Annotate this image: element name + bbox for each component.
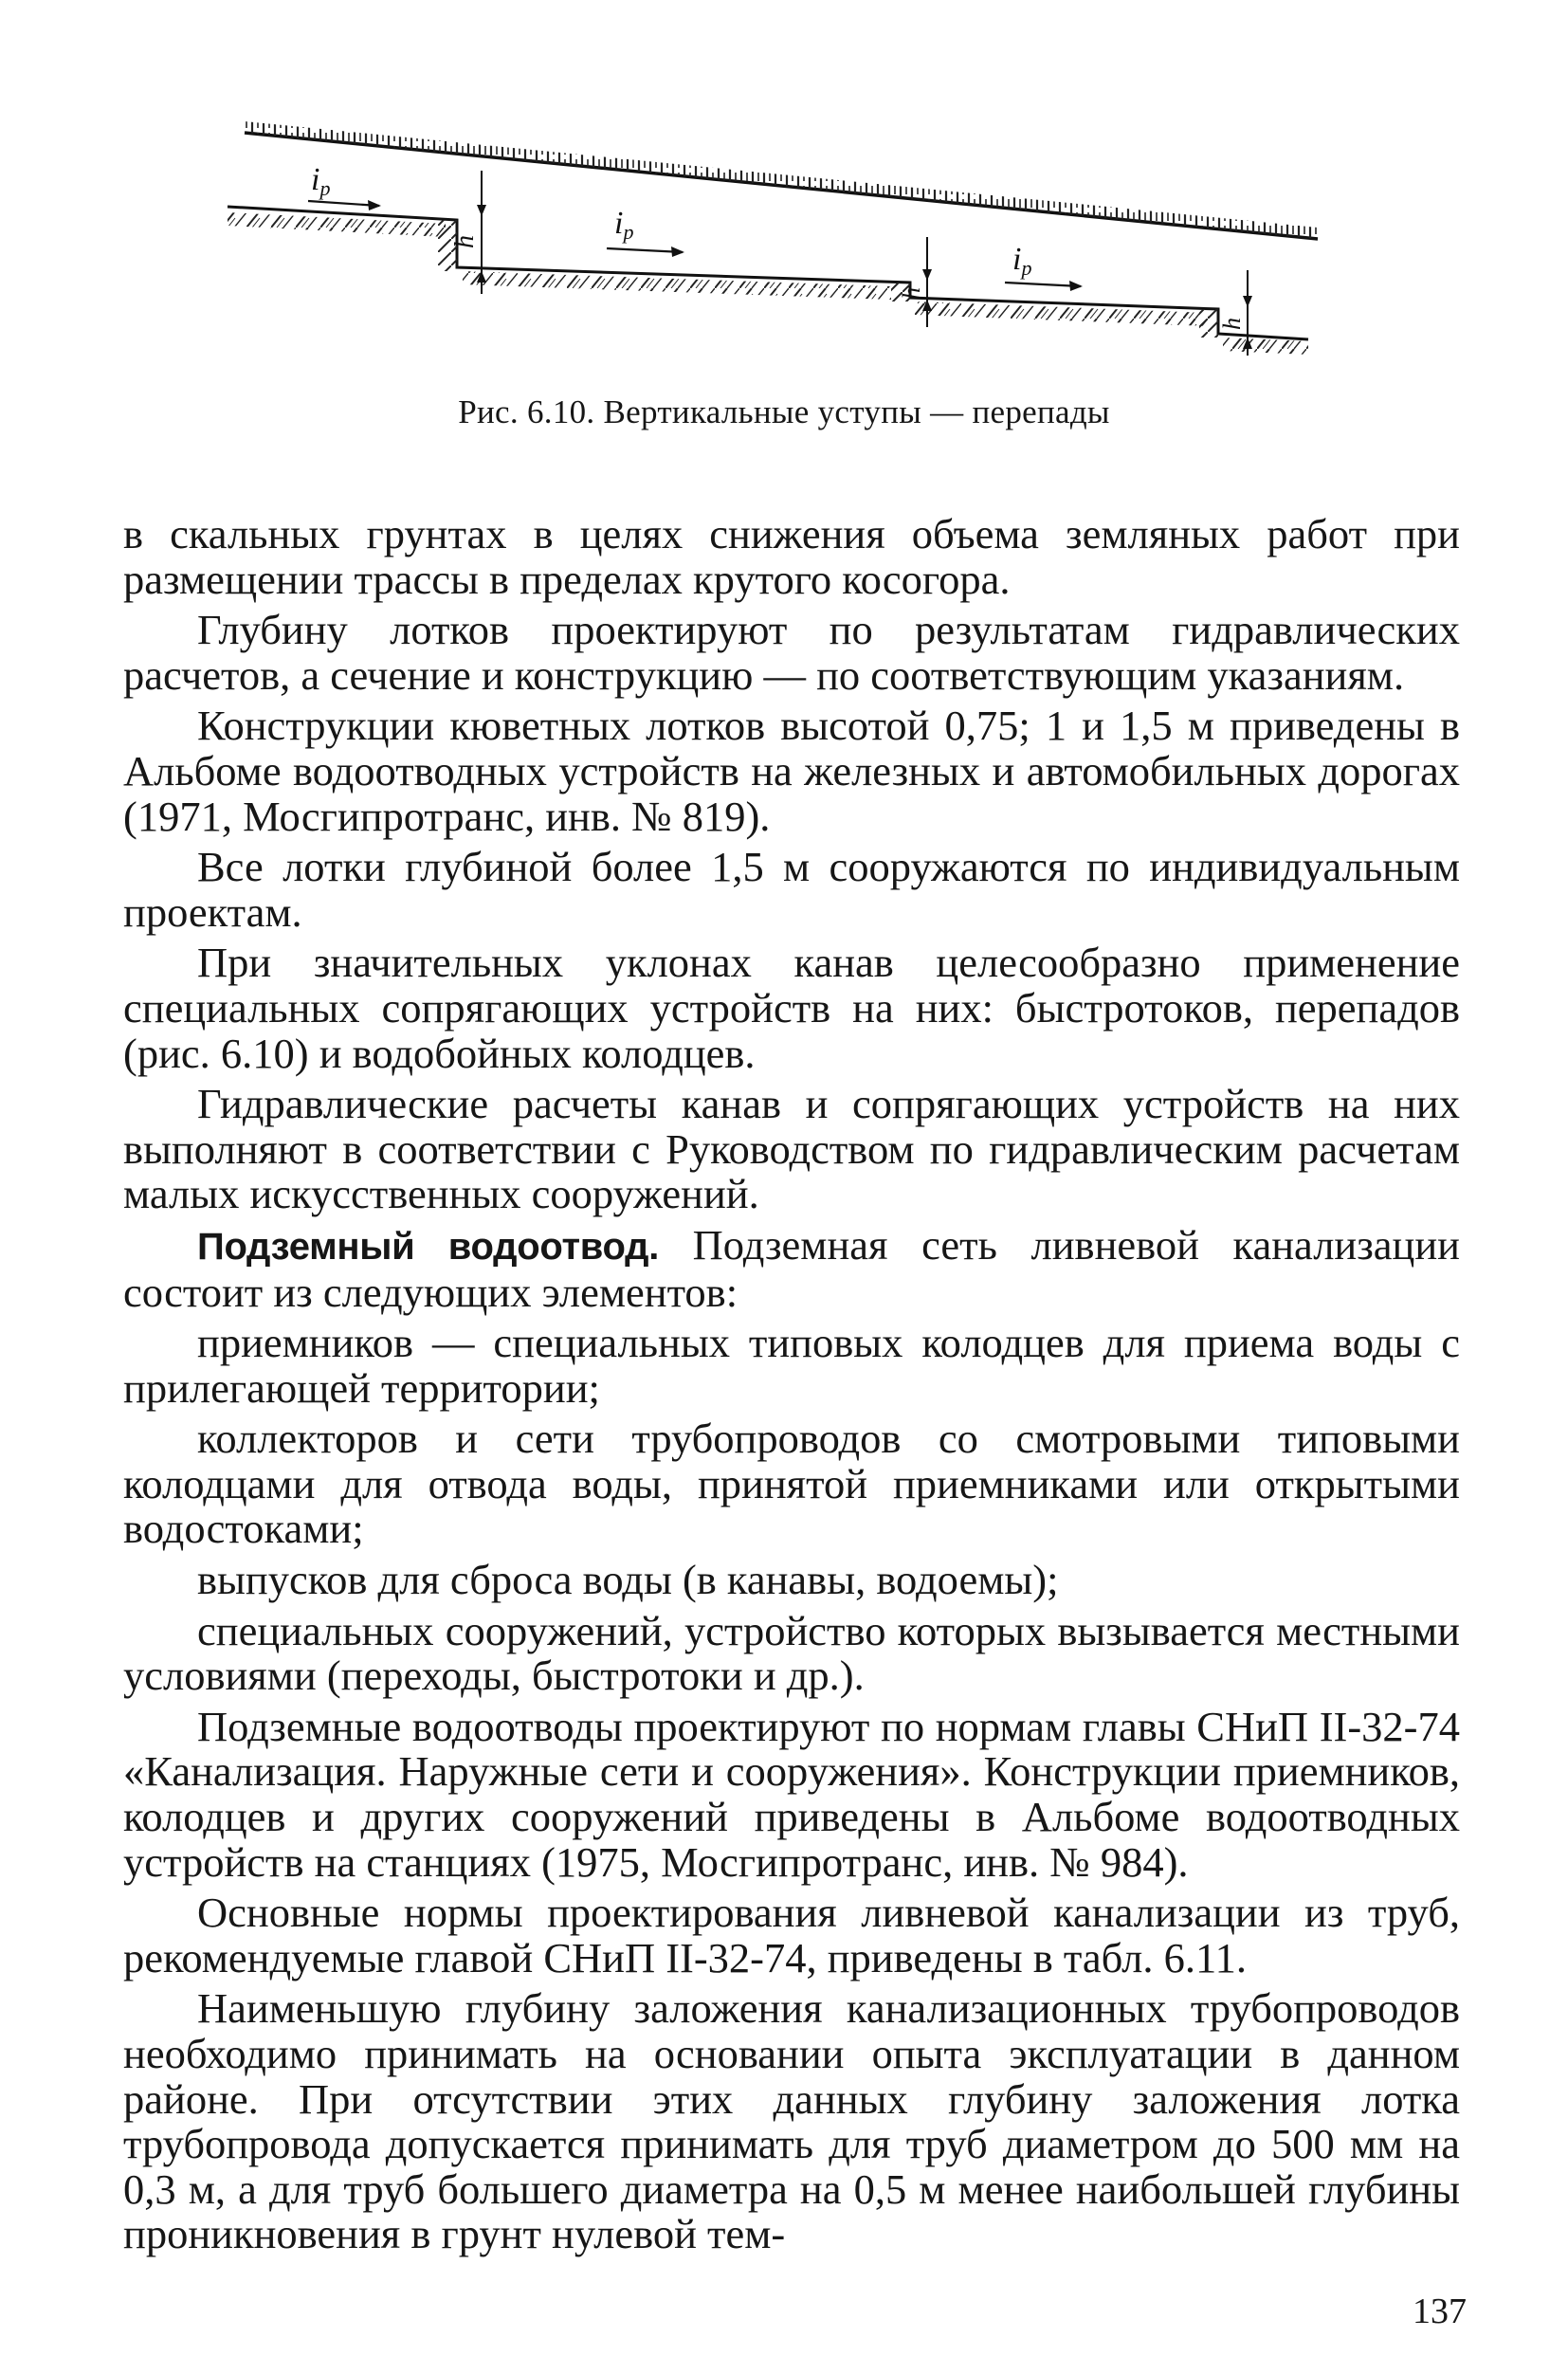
paragraph-text: Подземная сеть ливневой канализации состоит из следующих элементов: xyxy=(123,1220,1460,1316)
flow-arrow-3 xyxy=(1005,281,1083,291)
drop-height-label-1: h xyxy=(450,235,480,248)
paragraph: Глубину лотков проектируют по результатам гидравлических расчетов, а сечение и конструкцию — по соответствующим указаниям. xyxy=(123,606,1460,699)
bed-hatch-4 xyxy=(1223,338,1308,355)
paragraph: При значительных уклонах канав целесообразно применение специальных сопрягающих устройств на них: быстротоков, перепадов (рис. 6.10) и водобойных колодцев. xyxy=(123,939,1460,1077)
figure-caption: Рис. 6.10. Вертикальные уступы — перепады xyxy=(458,393,1110,430)
paragraph: Наименьшую глубину заложения канализационных трубопроводов необходимо принимать на основании опыта эксплуатации в данном районе. При отсутствии этих данных глубину заложения лотка трубопровода допускается принимать для труб диаметром до 500 мм на 0,3 м, а для труб большего диаметра на 0,5 м менее наибольшей глубины проникновения в грунт нулевой тем- xyxy=(123,1984,1460,2258)
drop-height-label-2: h xyxy=(898,287,925,300)
section-heading: Подземный водоотвод. xyxy=(197,1225,660,1268)
body-text xyxy=(123,512,1460,2263)
flow-arrow-2 xyxy=(607,247,684,257)
ground-surface-hatch xyxy=(245,121,1318,239)
paragraph: Гидравлические расчеты канав и сопрягающих устройств на них выполняют в соответствии с Руководством по гидравлическим расчетам малых искусственных сооружений. xyxy=(123,1080,1460,1218)
list-item: коллекторов и сети трубопроводов со смотровыми типовыми колодцами для отвода воды, принятой приемниками или открытыми водостоками; xyxy=(123,1415,1460,1553)
slope-label-1: iр xyxy=(311,162,331,200)
list-item: специальных сооружений, устройство которых вызывается местными условиями (переходы, быстротоки и др.). xyxy=(123,1606,1460,1700)
stepped-channel-diagram xyxy=(0,0,1568,398)
step-wall-3 xyxy=(1199,309,1218,338)
bed-hatch-3 xyxy=(915,301,1209,326)
paragraph: Конструкции кюветных лотков высотой 0,75; 1 и 1,5 м приведены в Альбоме водоотводных устройств на железных и автомобильных дорогах (1971, Мосгипротранс, инв. № 819). xyxy=(123,702,1460,840)
page-number: 137 xyxy=(1413,2292,1467,2331)
slope-label-2: iр xyxy=(614,206,634,244)
drop-height-label-3: h xyxy=(1218,318,1246,330)
slope-label-3: iр xyxy=(1012,242,1032,280)
paragraph: Подземные водоотводы проектируют по нормам главы СНиП II-32-74 «Канализация. Наружные сети и сооружения». Конструкции приемников, колодцев и других сооружений приведены в Альбоме водоотводных устройств на станциях (1975, Мосгипротранс, инв. № 984). xyxy=(123,1702,1460,1886)
list-item: приемников — специальных типовых колодцев для приема воды с прилегающей территории; xyxy=(123,1319,1460,1412)
list-item: выпусков для сброса воды (в канавы, водоемы); xyxy=(197,1556,1059,1604)
paragraph: Все лотки глубиной более 1,5 м сооружаются по индивидуальным проектам. xyxy=(123,843,1460,936)
flow-arrow-1 xyxy=(308,200,381,210)
paragraph: в скальных грунтах в целях снижения объема земляных работ при размещении трассы в пределах крутого косогора. xyxy=(123,510,1460,603)
figure-vertical-drops xyxy=(0,0,1568,430)
paragraph: Основные нормы проектирования ливневой канализации из труб, рекомендуемые главой СНиП II-32-74, приведены в табл. 6.11. xyxy=(123,1889,1460,1981)
paragraph xyxy=(123,1220,1460,1316)
